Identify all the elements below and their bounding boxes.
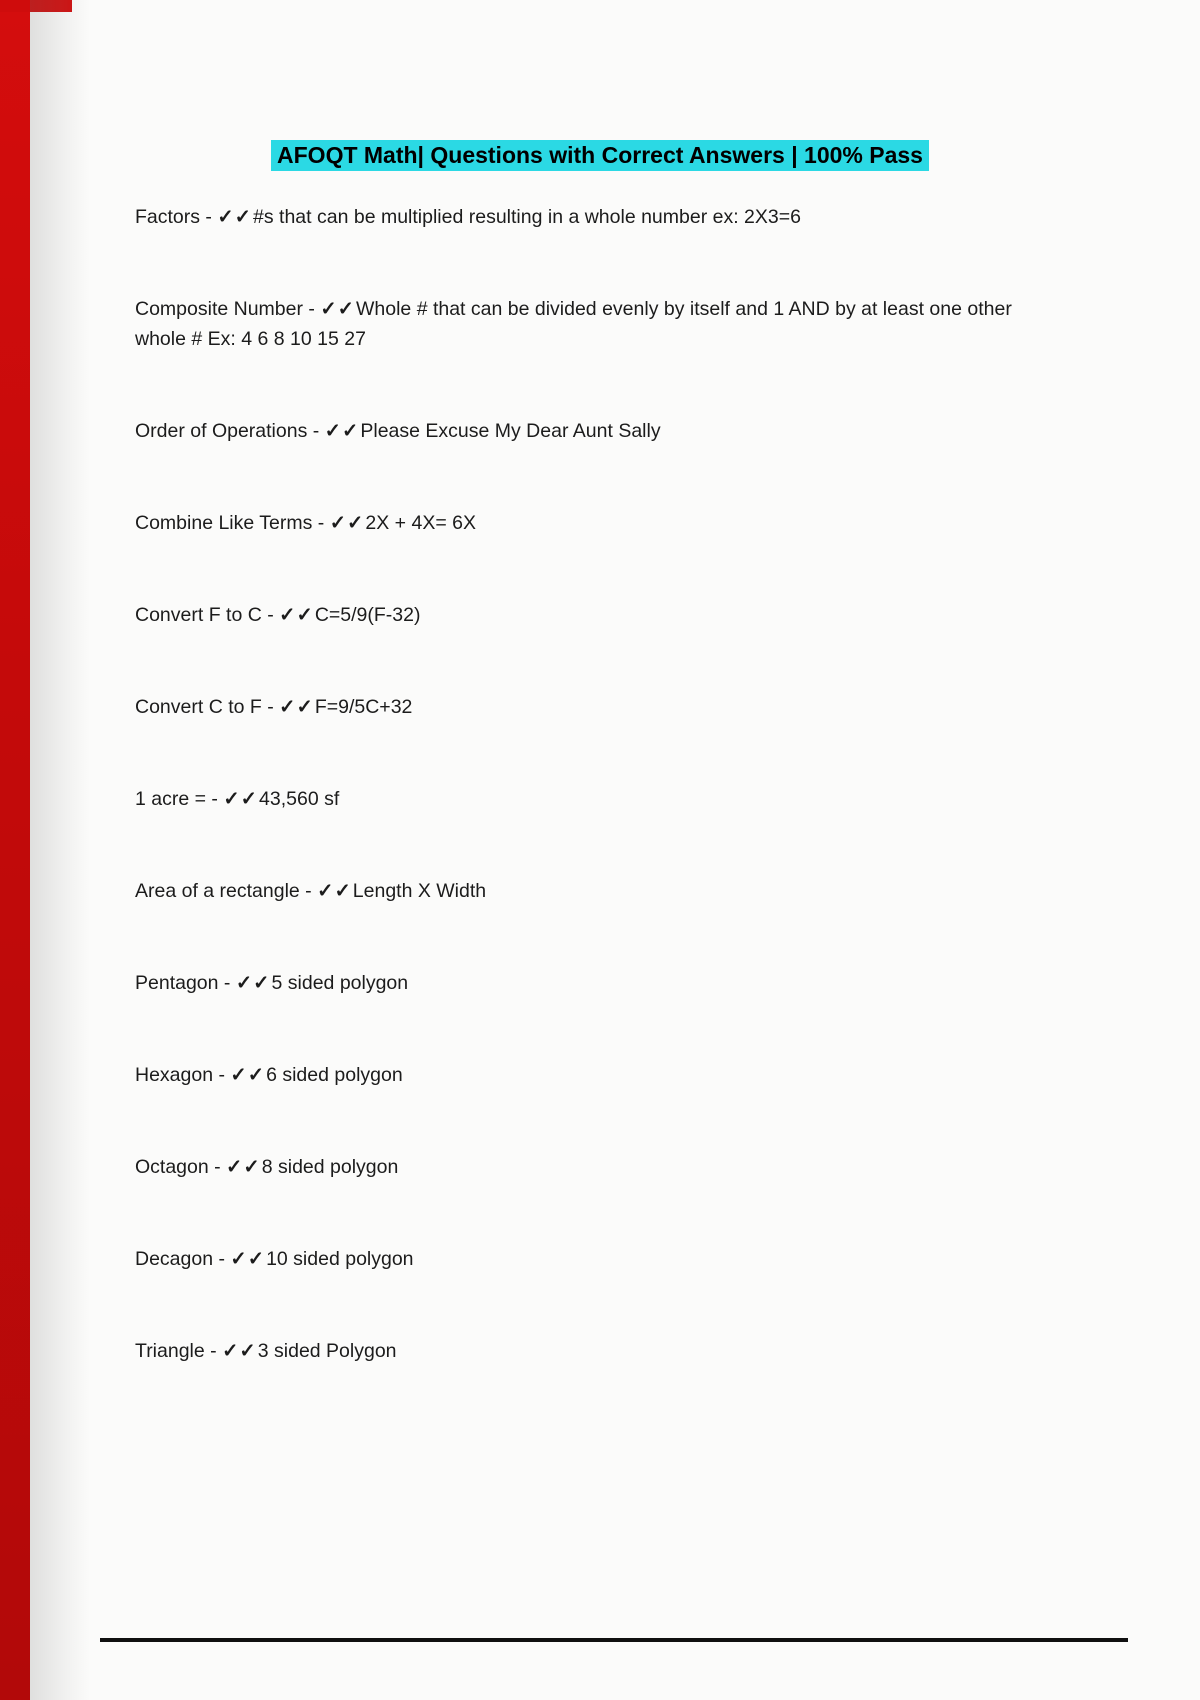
qa-answer: C=5/9(F-32) (314, 604, 421, 626)
qa-item (135, 1244, 1065, 1274)
qa-term: Order of Operations - (135, 420, 325, 442)
qa-item (135, 692, 1065, 722)
page-title-highlight: AFOQT Math| Questions with Correct Answers | 100% Pass (271, 140, 929, 171)
qa-term: Pentagon - (135, 972, 236, 994)
qa-item (135, 968, 1065, 998)
bottom-divider-line (100, 1638, 1128, 1642)
qa-term: Triangle - (135, 1340, 223, 1362)
qa-item (135, 1152, 1065, 1182)
double-checkmark-icon: ✓✓ (324, 420, 360, 442)
double-checkmark-icon: ✓✓ (317, 880, 352, 902)
qa-answer: Length X Width (352, 880, 487, 902)
qa-item (135, 876, 1065, 906)
qa-answer: #s that can be multiplied resulting in a whole number ex: 2X3=6 (253, 206, 801, 228)
qa-answer: Please Excuse My Dear Aunt Sally (360, 420, 661, 442)
qa-item (135, 508, 1065, 538)
qa-term: Octagon - (135, 1156, 227, 1178)
double-checkmark-icon: ✓✓ (217, 206, 253, 228)
double-checkmark-icon: ✓✓ (320, 298, 355, 320)
scan-shadow (30, 0, 90, 1700)
double-checkmark-icon: ✓✓ (230, 1248, 266, 1270)
qa-term: Convert F to C - (135, 604, 280, 626)
qa-term: Decagon - (135, 1248, 231, 1270)
page-title (135, 138, 1065, 172)
qa-answer: 6 sided polygon (266, 1064, 403, 1086)
double-checkmark-icon: ✓✓ (235, 972, 271, 994)
qa-answer: 10 sided polygon (266, 1248, 414, 1270)
qa-item (135, 1336, 1065, 1366)
qa-answer: F=9/5C+32 (314, 696, 413, 718)
double-checkmark-icon: ✓✓ (329, 512, 365, 534)
qa-answer: 2X + 4X= 6X (365, 512, 476, 534)
double-checkmark-icon: ✓✓ (226, 1156, 261, 1178)
qa-term: 1 acre = - (135, 788, 224, 810)
qa-answer: Whole # that can be divided evenly by itself and 1 AND by at least one other whole # Ex: 4 6 8 10 15 27 (135, 298, 1012, 350)
qa-term: Composite Number - (135, 298, 321, 320)
red-background-left-edge (0, 0, 30, 1700)
qa-answer: 43,560 sf (259, 788, 340, 810)
qa-answer: 8 sided polygon (261, 1156, 399, 1178)
qa-list (135, 202, 1065, 1366)
double-checkmark-icon: ✓✓ (279, 696, 314, 718)
double-checkmark-icon: ✓✓ (222, 1340, 257, 1362)
qa-answer: 3 sided Polygon (257, 1340, 397, 1362)
double-checkmark-icon: ✓✓ (279, 604, 314, 626)
qa-answer: 5 sided polygon (271, 972, 409, 994)
qa-item (135, 600, 1065, 630)
qa-term: Hexagon - (135, 1064, 231, 1086)
qa-term: Convert C to F - (135, 696, 280, 718)
document-page (135, 0, 1065, 1428)
qa-item (135, 784, 1065, 814)
qa-item (135, 294, 1065, 354)
qa-term: Area of a rectangle - (135, 880, 318, 902)
qa-term: Factors - (135, 206, 218, 228)
double-checkmark-icon: ✓✓ (223, 788, 259, 810)
qa-term: Combine Like Terms - (135, 512, 330, 534)
qa-item (135, 416, 1065, 446)
qa-item (135, 1060, 1065, 1090)
double-checkmark-icon: ✓✓ (230, 1064, 266, 1086)
qa-item (135, 202, 1065, 232)
